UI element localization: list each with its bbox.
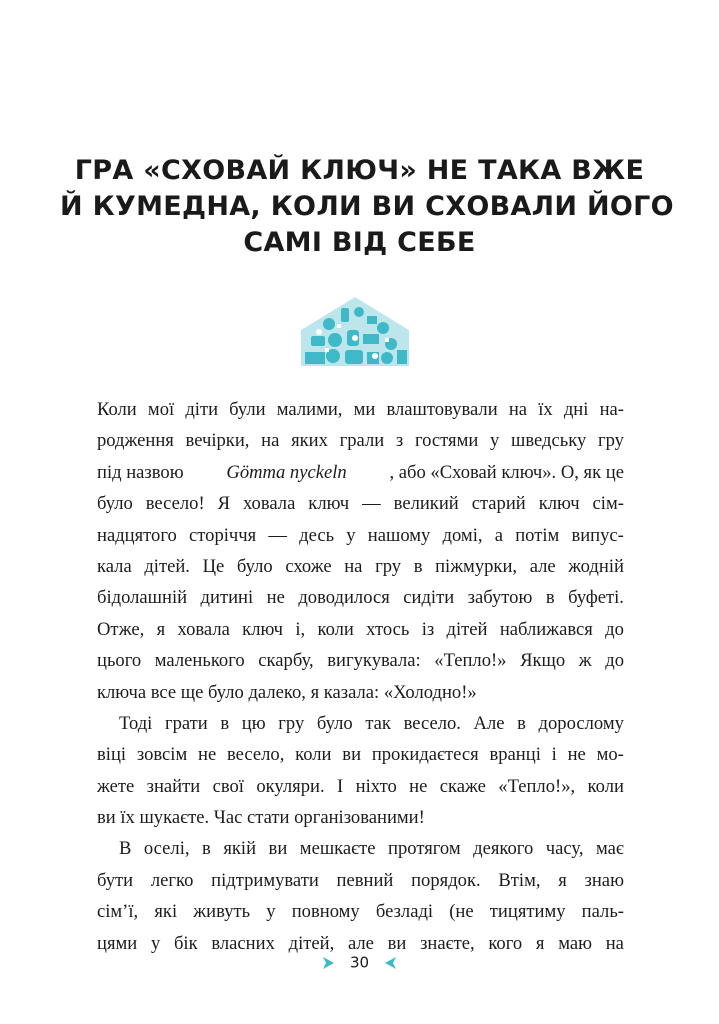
word: випус- [571,524,624,546]
word: родження [97,430,174,452]
text-line [97,708,624,739]
word: забутою [467,587,533,609]
word: ви [387,932,407,954]
text-line [97,457,624,488]
chapter-title-line: Й КУМЕДНА, КОЛИ ВИ СХОВАЛИ ЙОГО [60,191,674,223]
word: знайти [146,775,201,797]
word: знаєте, [420,932,475,954]
word: а [494,524,503,546]
word: гру [375,555,402,577]
word: ніхто [355,775,397,797]
word: часу, [545,838,584,860]
word: «Тепло!» [434,650,507,672]
word: десь [299,524,335,546]
word: жете [97,775,135,797]
word: повному [291,901,360,923]
word: буфеті. [568,587,624,609]
word: гру [278,712,305,734]
text-line [97,896,624,927]
word: але [529,555,556,577]
word: скаже [439,775,486,797]
word: дорослому [538,712,624,734]
word: і [551,744,557,766]
word: грали [339,430,385,452]
word: коли [587,775,624,797]
word: паль- [581,901,624,923]
word: потім [515,524,560,546]
word: доводилося [298,587,390,609]
word: ключ [538,493,580,515]
word: схоже [285,555,332,577]
italic-title: Gömma nyckeln [226,461,347,483]
word: Коли [97,399,137,420]
word: наближався [499,618,593,640]
word: І [337,775,344,797]
arrow-right-icon [321,956,335,970]
text-line: ви їх шукаєте. Час стати організованими! [97,807,425,829]
word: протягом [388,838,461,860]
text-line [97,865,624,896]
word: Я [217,493,231,515]
word: малими, [276,399,343,420]
word: шведську [511,430,587,452]
word: я [156,618,166,640]
word: тицятиму [489,901,566,923]
word: було [97,493,133,515]
text-line [97,425,624,456]
word: певний [336,869,394,891]
text-line [97,771,624,802]
word: в [517,712,526,734]
text-line: ключа все ще було далеко, я казала: «Холодно!» [97,681,477,703]
word: віці [97,744,127,766]
word: ви [268,838,288,860]
arrow-left-icon [384,956,398,970]
word: весело. [403,712,461,734]
text-fragment: під назвою [97,461,184,483]
word: вигукувала: [327,650,421,672]
chapter-title-line: ГРА «СХОВАЙ КЛЮЧ» НЕ ТАКА ВЖЕ [74,155,645,187]
word: скарбу, [258,650,314,672]
word: я [558,869,567,891]
text-line [97,739,624,770]
word: весело! [145,493,205,515]
word: жодній [568,555,624,577]
word: сторіччя [189,524,257,546]
word: Тоді [119,712,153,734]
word: гру [597,430,624,452]
word: ж [578,650,592,672]
word: не [266,587,285,609]
page-footer [0,953,719,972]
word: не [409,775,428,797]
word: були [229,399,266,420]
word: в [413,555,423,577]
word: із [421,618,435,640]
word: бідолашній [97,587,188,609]
chapter-title-line: САМІ ВІД СЕБЕ [243,227,476,259]
word: у [150,932,161,954]
text-fragment: , або «Сховай ключ». О, як це [389,461,624,483]
word: Це [202,555,225,577]
word: живуть [193,901,251,923]
word: які [154,901,178,923]
word: має [596,838,624,860]
word: деякого [473,838,534,860]
word: кого [488,932,523,954]
word: до [605,650,624,672]
word: дитині [200,587,254,609]
word: на- [599,399,624,420]
word: цями [97,932,138,954]
word: на [605,932,624,954]
word: я [535,932,545,954]
word: в [220,712,230,734]
word: сім’ї, [97,901,139,923]
text-line [97,582,624,613]
page-number: 30 [349,953,370,972]
word: (не [449,901,474,923]
word: гостями [414,430,479,452]
word: старий [471,493,526,515]
word: вечірки, [185,430,250,452]
word: в [202,838,211,860]
word: нашому [367,524,431,546]
word: маленького [154,650,245,672]
word: «Тепло!», [498,775,576,797]
word: порядок. [411,869,481,891]
word: — [362,493,381,515]
word: з [395,430,404,452]
word: дітей, [288,932,335,954]
word: на [261,430,280,452]
word: маю [558,932,592,954]
word: Отже, [97,618,145,640]
word: але [347,932,374,954]
word: мо- [596,744,624,766]
body-text [97,394,624,959]
word: мої [147,399,175,420]
word: В [119,838,132,860]
word: оселі, [143,838,190,860]
word: було [316,712,353,734]
word: цього [97,650,142,672]
text-line [97,551,624,582]
word: в [545,587,555,609]
word: коли [317,618,354,640]
word: вранці [489,744,541,766]
word: свої [212,775,244,797]
word: Втім, [498,869,541,891]
text-line [97,614,624,645]
word: сидіти [403,587,455,609]
chapter-title [60,153,674,261]
word: не [567,744,586,766]
word: зовсім [136,744,188,766]
word: на [344,555,363,577]
word: піжмурки, [435,555,518,577]
word: бік [173,932,198,954]
word: ви [342,744,362,766]
word: було [236,555,273,577]
word: підтримувати [211,869,319,891]
word: весело, [227,744,285,766]
house-ornament-icon [299,294,411,366]
word: легко [150,869,194,891]
word: до [605,618,624,640]
text-line [97,645,624,676]
word: ми [353,399,376,420]
word: цю [241,712,266,734]
word: кала [97,555,132,577]
word: знаю [584,869,624,891]
word: прокидаєтеся [371,744,479,766]
word: у [490,430,500,452]
word: у [266,901,276,923]
word: дні [563,399,589,420]
word: ключ [308,493,350,515]
word: влаштовували [386,399,498,420]
word: хтось [366,618,410,640]
word: сім- [592,493,624,515]
word: ховала [177,618,230,640]
word: безладі [375,901,434,923]
word: Але [473,712,505,734]
word: у [346,524,356,546]
word: бути [97,869,134,891]
text-line [97,833,624,864]
word: Якщо [520,650,566,672]
word: домі, [442,524,483,546]
word: і, [295,618,306,640]
text-line [97,520,624,551]
text-line [97,488,624,519]
word: окуляри. [256,775,325,797]
word: діти [185,399,219,420]
word: їх [538,399,553,420]
word: мешкаєте [299,838,376,860]
word: яких [291,430,328,452]
word: — [268,524,287,546]
word: дітей [446,618,488,640]
word: на [508,399,528,420]
text-line [97,394,624,425]
word: так [365,712,391,734]
word: коли [295,744,332,766]
word: якій [223,838,257,860]
word: ключ [242,618,284,640]
word: надцятого [97,524,177,546]
word: власних [211,932,275,954]
word: великий [393,493,459,515]
word: дітей. [144,555,190,577]
word: не [198,744,217,766]
word: ховала [242,493,296,515]
word: грати [164,712,208,734]
